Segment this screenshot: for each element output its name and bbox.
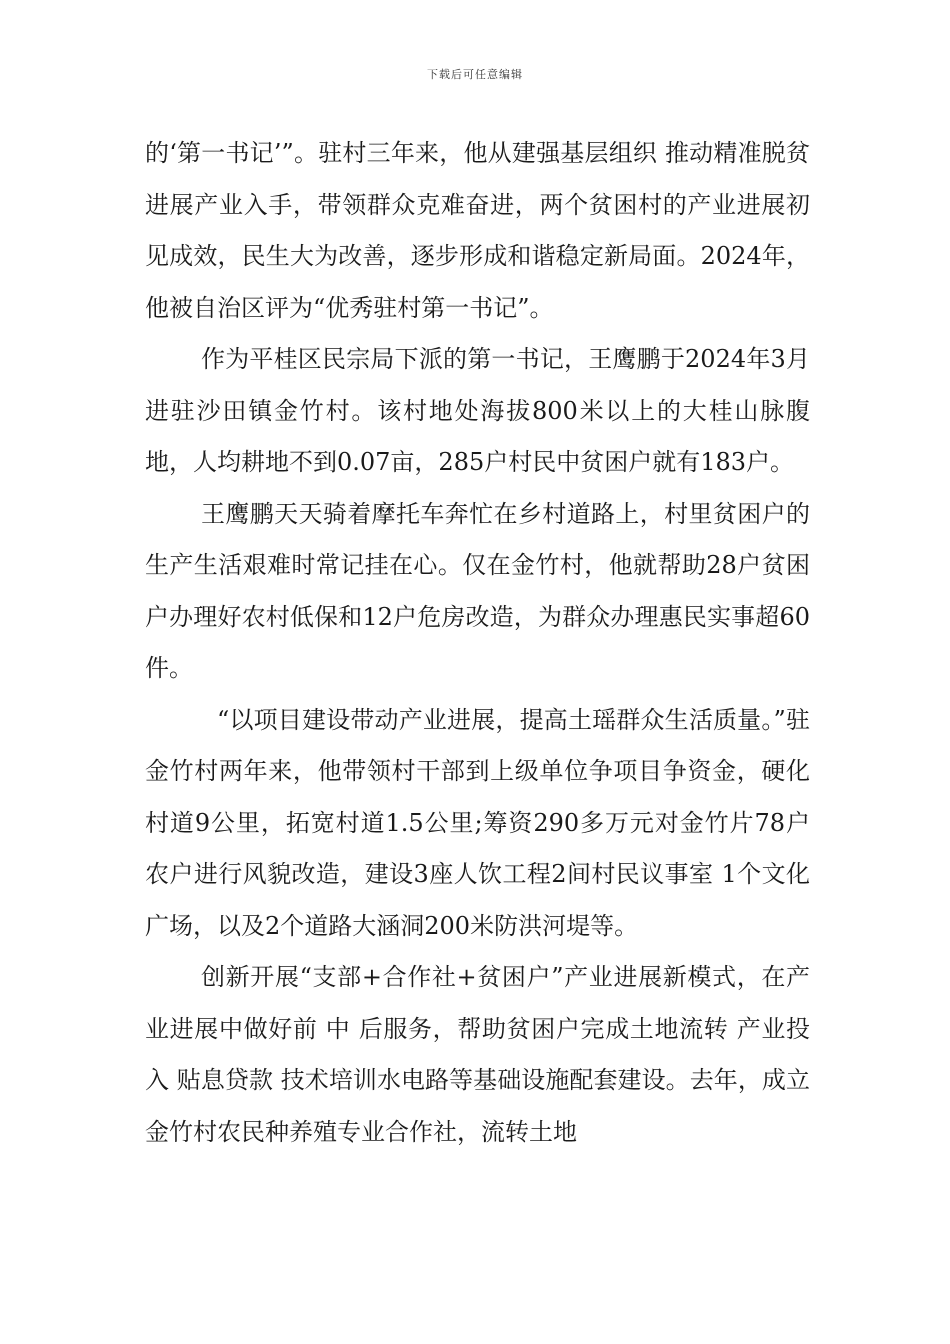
document-body — [145, 128, 810, 1158]
paragraph: 创新开展“支部+合作社+贫困户”产业进展新模式，在产业进展中做好前 中 后服务，帮助贫困户完成土地流转 产业投入 贴息贷款 技术培训水电路等基础设施配套建设。去年，成立金竹村农民种养殖专业合作社，流转土地 — [145, 963, 810, 1146]
page-header: 下载后可任意编辑 — [427, 68, 523, 81]
paragraph-continued: 的‘第一书记’”。驻村三年来，他从建强基层组织 推动精准脱贫进展产业入手，带领群众克难奋进，两个贫困村的产业进展初见成效，民生大为改善，逐步形成和谐稳定新局面。2024年，他被自治区评为“优秀驻村第一书记”。 — [145, 139, 810, 322]
paragraph: 作为平桂区民宗局下派的第一书记，王鹰鹏于2024年3月进驻沙田镇金竹村。该村地处海拔800米以上的大桂山脉腹地，人均耕地不到0.07亩，285户村民中贫困户就有183户。 — [145, 345, 810, 476]
paragraph: 王鹰鹏天天骑着摩托车奔忙在乡村道路上，村里贫困户的生产生活艰难时常记挂在心。仅在金竹村，他就帮助28户贫困户办理好农村低保和12户危房改造，为群众办理惠民实事超60件。 — [145, 499, 810, 682]
paragraph: “以项目建设带动产业进展，提高土瑶群众生活质量。”驻金竹村两年来，他带领村干部到上级单位争项目争资金，硬化村道9公里，拓宽村道1.5公里;筹资290多万元对金竹片78户农户进行风貌改造，建设3座人饮工程2间村民议事室 1个文化广场，以及2个道路大涵洞200米防洪河堤等。 — [145, 705, 810, 940]
